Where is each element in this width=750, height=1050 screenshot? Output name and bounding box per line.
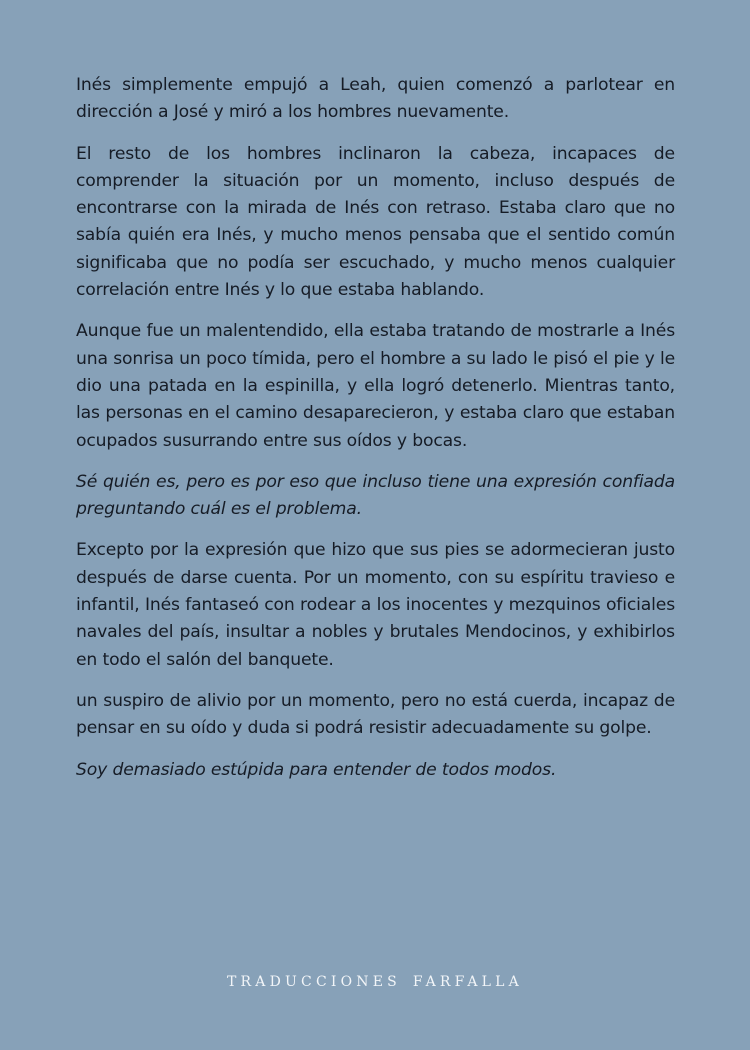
paragraph-6: un suspiro de alivio por un momento, pero no está cuerda, incapaz de pensar en su oído y duda si podrá resistir adecuadamente su golpe. [76,690,675,739]
paragraph-5: Excepto por la expresión que hizo que sus pies se adormecieran justo después de darse cuenta. Por un momento, con su espíritu travieso e infantil, Inés fantaseó con rodear a los inocentes y mezquinos oficiales navales del país, insultar a nobles y brutales Mendocinos, y exhibirlos en todo el salón del banquete. [76,540,675,670]
page-body [76,72,675,798]
footer-word-2: FARFALLA [412,974,523,990]
paragraph-7-italic-thought: Soy demasiado estúpida para entender de todos modos. [76,759,557,780]
paragraph-3: Aunque fue un malentendido, ella estaba tratando de mostrarle a Inés una sonrisa un poco tímida, pero el hombre a su lado le pisó el pie y le dio una patada en la espinilla, y ella logró detenerlo. Mientras tanto, las personas en el camino desaparecieron, y estaba claro que estaban ocupados susurrando entre sus oídos y bocas. [76,321,675,451]
paragraph-1: Inés simplemente empujó a Leah, quien comenzó a parlotear en dirección a José y miró a los hombres nuevamente. [76,75,675,123]
footer-credit [0,974,750,990]
paragraph-4-italic-thought: Sé quién es, pero es por eso que incluso tiene una expresión confiada preguntando cuál es el problema. [76,471,675,520]
footer-word-1: TRADUCCIONES [227,974,401,990]
paragraph-2: El resto de los hombres inclinaron la cabeza, incapaces de comprender la situación por un momento, incluso después de encontrarse con la mirada de Inés con retraso. Estaba claro que no sabía quién era Inés, y mucho menos pensaba que el sentido común significaba que no podía ser escuchado, y mucho menos cualquier correlación entre Inés y lo que estaba hablando. [76,143,675,301]
